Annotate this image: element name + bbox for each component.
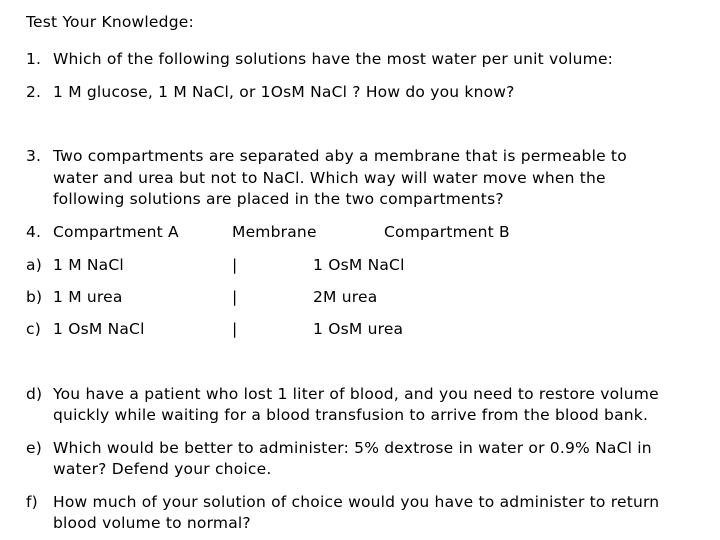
- table-header-number: 4.: [26, 223, 42, 241]
- question-2-text: 1 M glucose, 1 M NaCl, or 1OsM NaCl ? How do you know?: [53, 83, 515, 101]
- row-a-label: a): [26, 256, 42, 274]
- question-e-line: Which would be better to administer: 5% dextrose in water or 0.9% NaCl in: [53, 439, 652, 457]
- question-e-label: e): [26, 439, 42, 457]
- header-compartment-b: Compartment B: [384, 223, 510, 241]
- question-1-text: Which of the following solutions have the most water per unit volume:: [53, 50, 614, 68]
- row-a-compartment-b: 1 OsM NaCl: [313, 256, 405, 274]
- header-compartment-a: Compartment A: [53, 223, 179, 241]
- row-b-label: b): [26, 288, 43, 306]
- question-2-number: 2.: [26, 83, 42, 101]
- header-membrane: Membrane: [232, 223, 317, 241]
- row-c-compartment-b: 1 OsM urea: [313, 320, 404, 338]
- question-e-line: water? Defend your choice.: [53, 460, 272, 478]
- question-1-number: 1.: [26, 50, 42, 68]
- question-3-line: water and urea but not to NaCl. Which way will water move when the: [53, 169, 606, 187]
- question-3-line: Two compartments are separated aby a membrane that is permeable to: [53, 147, 627, 165]
- question-f-line: blood volume to normal?: [53, 514, 251, 532]
- page-title: Test Your Knowledge:: [26, 13, 194, 31]
- question-d-line: You have a patient who lost 1 liter of blood, and you need to restore volume: [53, 385, 659, 403]
- row-c-compartment-a: 1 OsM NaCl: [53, 320, 145, 338]
- row-c-membrane: |: [232, 320, 238, 338]
- question-d-line: quickly while waiting for a blood transfusion to arrive from the blood bank.: [53, 406, 649, 424]
- question-f-label: f): [26, 493, 38, 511]
- question-d-label: d): [26, 385, 43, 403]
- row-a-membrane: |: [232, 256, 238, 274]
- row-b-membrane: |: [232, 288, 238, 306]
- row-a-compartment-a: 1 M NaCl: [53, 256, 124, 274]
- question-f-line: How much of your solution of choice would you have to administer to return: [53, 493, 660, 511]
- question-3-line: following solutions are placed in the two compartments?: [53, 190, 504, 208]
- question-3-number: 3.: [26, 147, 42, 165]
- row-c-label: c): [26, 320, 41, 338]
- row-b-compartment-a: 1 M urea: [53, 288, 123, 306]
- row-b-compartment-b: 2M urea: [313, 288, 378, 306]
